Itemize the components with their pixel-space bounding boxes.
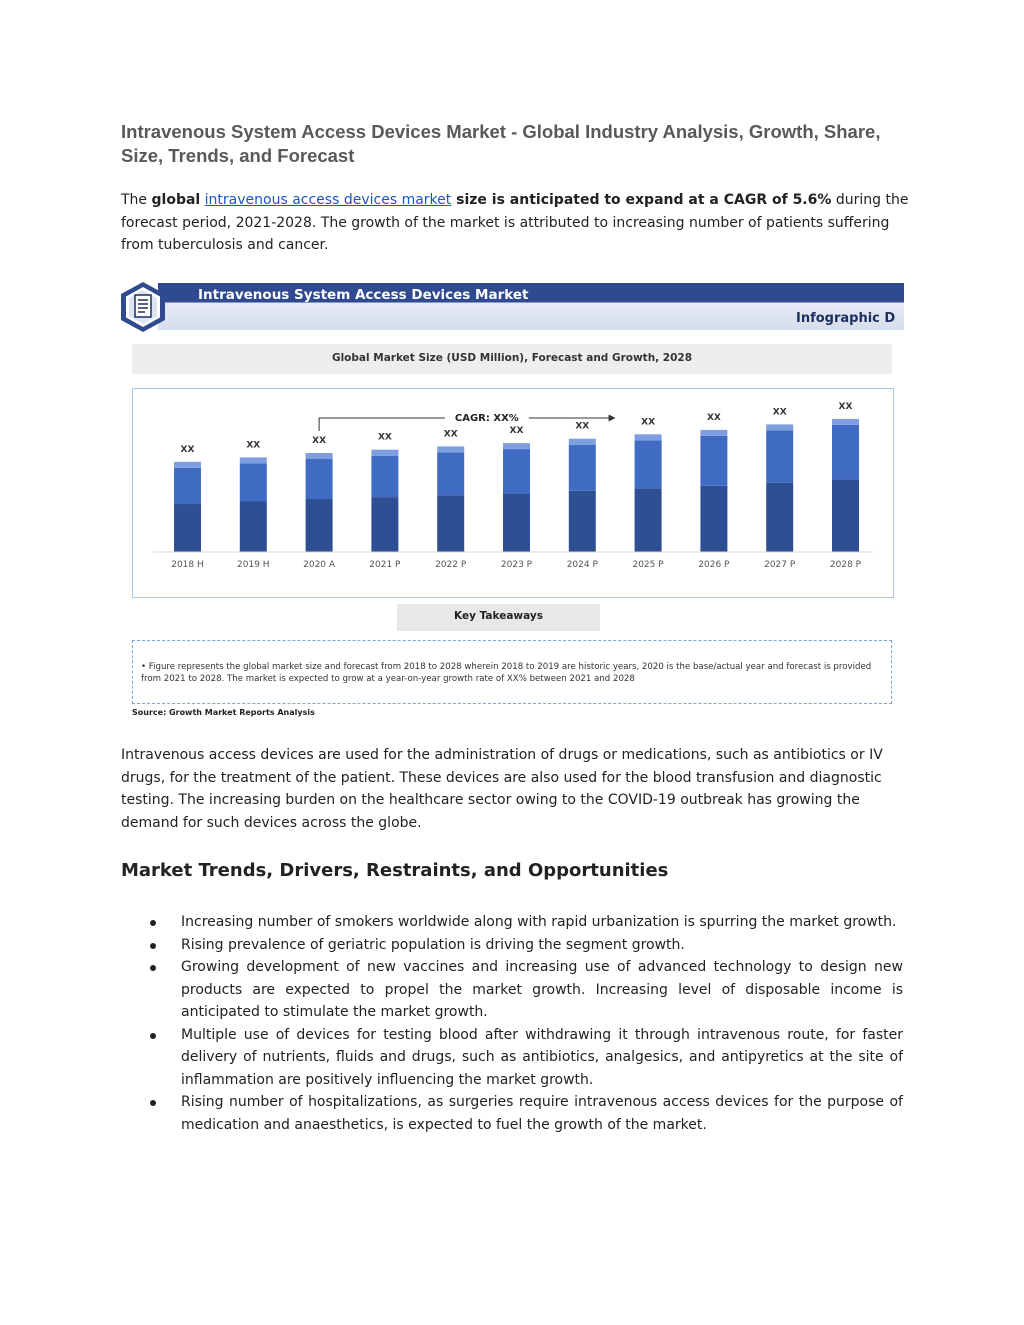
x-tick-label: 2025 P [632,560,664,570]
data-label: XX [575,421,590,432]
bar-segment-middle [569,445,596,491]
data-label: XX [509,426,524,437]
data-label: XX [180,444,195,455]
trends-list [121,911,903,1136]
x-tick-label: 2028 P [829,560,862,570]
bar-segment-middle [437,452,464,495]
list-item [121,1024,903,1092]
source-note: Source: Growth Market Reports Analysis [132,708,315,717]
document-icon [118,280,168,334]
bar-segment-middle [306,459,333,499]
bar-segment-middle [766,430,793,482]
key-takeaways-box [132,640,892,704]
chart-container [132,388,894,598]
bar-segment-top [766,424,793,430]
key-takeaways-label: Key Takeaways [454,610,543,622]
market-link[interactable]: intravenous access devices market [204,192,452,208]
x-tick-label: 2023 P [500,560,533,570]
bar-segment-top [437,446,464,452]
key-takeaways-header [397,604,600,631]
page-title: Intravenous System Access Devices Market - Global Industry Analysis, Growth, Share, Size, Trends, and Forecast [121,121,881,166]
bar-segment-top [700,430,727,436]
x-tick-label: 2022 P [435,560,467,570]
bar-segment-base [240,501,267,552]
section-heading: Market Trends, Drivers, Restraints, and Opportunities [121,860,669,881]
list-item [121,1091,903,1136]
intro-global: global [151,192,201,208]
data-label: XX [377,432,392,443]
bar-chart [133,389,893,597]
bar-segment-top [832,419,859,425]
data-label: XX [772,407,787,418]
key-takeaways-text: • Figure represents the global market size and forecast from 2018 to 2028 wherein 2018 to 2019 are historic years, 2020 is the base/actual year and forecast is provided from 2021 to 2028. The market is expected to grow at a year-on-year growth rate of XX% between 2021 and 2028 [141,662,872,684]
bullet-icon [150,1033,156,1039]
bar-segment-middle [503,449,530,493]
list-item-text: Growing development of new vaccines and increasing use of advanced technology to design new products are expected to propel the market growth. Increasing level of disposable income is anticipated to stimulate the market growth. [181,959,903,1020]
bullet-icon [150,943,156,949]
x-tick-label: 2027 P [764,560,796,570]
bar-segment-top [371,450,398,456]
chart-title: Global Market Size (USD Million), Forecast and Growth, 2028 [331,352,693,364]
data-label: XX [246,440,261,451]
bar-segment-top [569,439,596,445]
bar-segment-base [569,491,596,552]
bar-segment-middle [635,440,662,488]
infographic-banner [158,283,904,330]
intro-rest: during the forecast period, 2021-2028. The growth of the market is attributed to increasing number of patients suffering from tuberculosis and cancer. [121,192,909,253]
bar-segment-base [371,497,398,552]
data-label: XX [312,436,327,446]
bar-segment-top [240,457,267,463]
banner-title: Intravenous System Access Devices Market [198,287,529,303]
bar-segment-middle [371,456,398,497]
bar-segment-base [635,488,662,552]
bar-segment-base [700,486,727,552]
banner-subtitle: Infographic D [796,311,896,326]
list-item-text: Rising number of hospitalizations, as surgeries require intravenous access devices for the purpose of medication and anaesthetics, is expected to fuel the growth of the market. [181,1094,903,1133]
x-tick-label: 2020 A [303,560,336,570]
bar-segment-base [174,504,201,552]
bar-segment-middle [240,463,267,501]
bar-segment-top [635,434,662,440]
data-label: XX [443,429,458,440]
data-label: XX [641,417,656,428]
bar-segment-middle [832,425,859,480]
intro-prefix: The [121,192,152,208]
bar-segment-base [766,483,793,552]
x-tick-label: 2021 P [369,560,401,570]
bullet-icon [150,1100,156,1106]
bar-segment-middle [174,468,201,504]
list-item-text: Multiple use of devices for testing blood after withdrawing it through intravenous route, for faster delivery of nutrients, fluids and drugs, such as antibiotics, analgesics, and antipyretics at the site of inflammation are positively influencing the market growth. [181,1026,903,1088]
x-tick-label: 2019 H [237,560,270,570]
chart-header [132,344,892,374]
cagr-label: CAGR: XX% [454,413,519,424]
list-item-text: Increasing number of smokers worldwide along with rapid urbanization is spurring the market growth. [181,914,897,930]
bar-segment-base [437,495,464,552]
intro-cagr-statement: size is anticipated to expand at a CAGR of 5.6% [451,192,832,208]
list-item-text: Rising prevalence of geriatric population is driving the segment growth. [181,936,685,953]
x-tick-label: 2018 H [171,560,204,570]
infographic [118,280,904,720]
x-tick-label: 2026 P [698,560,730,570]
x-tick-label: 2024 P [566,560,598,570]
bullet-icon [150,920,156,926]
bar-segment-base [503,493,530,552]
bar-segment-top [174,462,201,468]
bar-segment-base [306,499,333,552]
bar-segment-top [503,443,530,449]
data-label: XX [706,412,721,423]
intro-paragraph [121,189,911,257]
bar-segment-base [832,480,859,552]
list-item [121,956,903,1024]
list-item [121,934,903,957]
description-paragraph: Intravenous access devices are used for the administration of drugs or medications, such as antibiotics or IV drugs, for the treatment of the patient. These devices are also used for the blood transfusion and diagnostic testing. The increasing burden on the healthcare sector owing to the COVID-19 outbreak has growing the demand for such devices across the globe. [121,747,883,831]
data-label: XX [838,401,853,412]
list-item [121,911,903,934]
bar-segment-middle [700,436,727,486]
bar-segment-top [306,453,333,459]
bullet-icon [150,965,156,971]
